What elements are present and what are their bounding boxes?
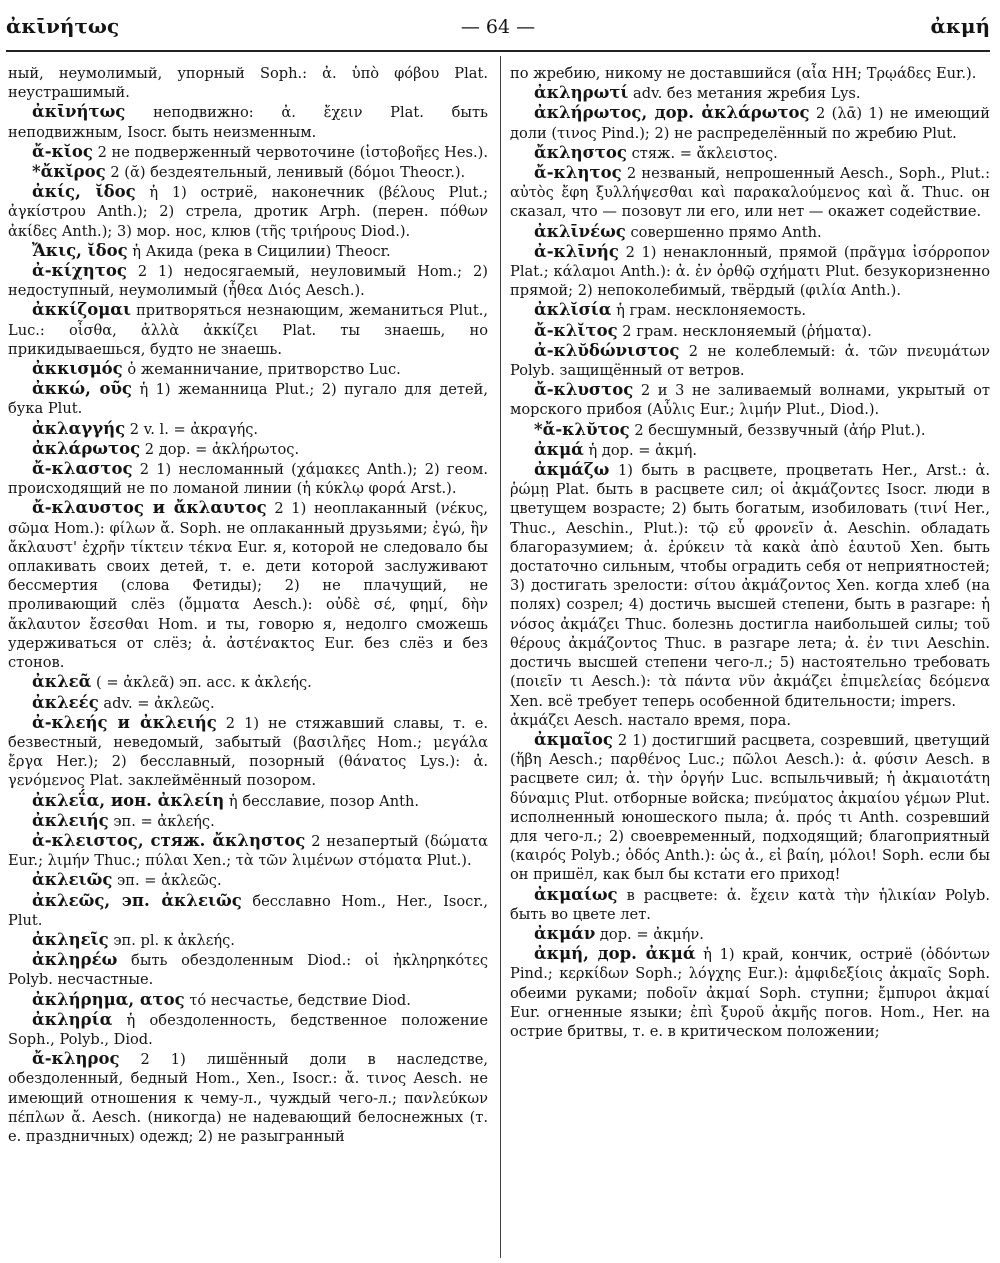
- dictionary-entry: [8, 950, 488, 989]
- entry-definition: 2 1) достигший расцвета, созревший, цветущий (ἥβη Aesch.; παρθένος Luc.; πῶλοι Aesch.): ἀ. φύσιν Aesch. в расцвете сил; ἀ. τὴν ὀργήν Luc. вспыльчивый; ἡ ἀκμαιοτάτη δύναμις Plut. отборные войска; πνεύματος ἀκμαίου γέμων Plut. исполненный юношеского пыла; ἀ. πρός τι Anth. созревший для чего-л.; 2) своевременный, подходящий; благоприятный (καιρός Polyb.; ὁδός Anth.): ὡς ἀ., εἰ βαίη, μόλοι! Soph. если бы он пришёл, как был бы кстати его приход!: [510, 731, 990, 884]
- dictionary-entry: [510, 420, 990, 440]
- entry-headword: ἀκλάρωτος: [32, 438, 141, 458]
- entry-headword: ἄ-κλητος: [534, 163, 622, 183]
- entry-definition: совершенно прямо Anth.: [625, 223, 822, 241]
- entry-definition: ἡ 1) край, кончик, остриё (ὀδόντων Pind.; κερκίδων Soph.; λόγχης Eur.): ἀμφιδεξίοις ἀκμαῖς Soph. обеими руками; ποδοῖν ἀκμαί Soph. ступни; ἔμπυροι ἀκμαί Eur. огненные языки; ἐπὶ ξυροῦ ἀκμῆς погов. Hom., Her. на острие бритвы, т. е. в критическом положении;: [510, 946, 990, 1040]
- entry-headword: ἄ-κλυστος: [534, 380, 634, 400]
- entry-headword: ἀκκισμός: [32, 359, 123, 379]
- dictionary-entry: [510, 341, 990, 380]
- entry-headword: ἀκμαῖος: [534, 729, 613, 749]
- entry-headword: ἀκκίζομαι: [32, 300, 131, 320]
- dictionary-entry: [510, 730, 990, 885]
- entry-headword: ἄ-κῐος: [32, 141, 93, 161]
- entry-definition: ἀκμάζει Aesch. настало время, пора.: [510, 711, 791, 729]
- dictionary-entry: [8, 182, 488, 241]
- entry-headword: Ἄκις, ῐδος: [32, 240, 128, 260]
- header-right-guideword: ἀκμή: [930, 14, 990, 38]
- entry-headword: ἀκληεῖς: [32, 929, 109, 949]
- entry-definition: ( = ἀκλεᾶ) эп. acc. к ἀκλεής.: [91, 674, 312, 692]
- dictionary-entry: [8, 261, 488, 300]
- entry-definition: 2 v. l. = ἀκραγής.: [125, 420, 259, 438]
- dictionary-entry: [8, 891, 488, 930]
- entry-headword: ἄ-κλαυστος и ἄκλαυτος: [32, 498, 267, 518]
- entry-headword: ἀκκώ, οῦς: [32, 379, 132, 399]
- dictionary-entry: [510, 885, 990, 924]
- entry-definition: эп. = ἀκλεής.: [108, 812, 215, 830]
- dictionary-entry: [510, 300, 990, 320]
- entry-definition: adv. без метания жребия Lys.: [628, 85, 861, 103]
- entry-headword: ἀ-κλειστος, стяж. ἄκληστος: [32, 830, 306, 850]
- dictionary-entry: [510, 460, 990, 711]
- entry-definition: быть обездоленным Diod.: οἱ ἠκληρηκότες Polyb. несчастные.: [8, 952, 488, 989]
- entry-headword: ἀ-κίχητος: [32, 261, 127, 281]
- entry-definition: бесславно Hom., Her., Isocr., Plut.: [8, 892, 488, 929]
- entry-definition: 2 незваный, непрошенный Aesch., Soph., Plut.: αὐτὸς ἔφη ξυλλήψεσθαι καὶ παρακαλούμενος καὶ ἄ. Thuc. он сказал, что — позовут ли его, или нет — окажет содействие.: [510, 165, 990, 221]
- page-header: [6, 14, 990, 44]
- entry-definition: ἡ Акида (река в Сицилии) Theocr.: [127, 242, 391, 260]
- dictionary-entry: [8, 1010, 488, 1049]
- entry-headword: ἀκῑνήτως: [32, 102, 126, 122]
- dictionary-entry: [510, 242, 990, 301]
- dictionary-entry: [510, 83, 990, 103]
- entry-definition: 2 1) несломанный (χάμακες Anth.); 2) геом. происходящий не по ломаной линии (ἡ κύκλῳ φορά Arst.).: [8, 461, 488, 498]
- entry-definition: 2 незапертый (δώματα Eur.; λιμήν Thuc.; πύλαι Xen.; τὰ τῶν λιμένων στόματα Plut.).: [8, 832, 488, 870]
- dictionary-entry: [8, 162, 488, 182]
- entry-headword: ἀ-κλῠδώνιστος: [534, 340, 680, 360]
- entry-definition: дор. = ἀκμήν.: [595, 925, 704, 943]
- entry-definition: 2 грам. несклоняемый (ῥήματα).: [617, 322, 872, 340]
- dictionary-entry: [8, 300, 488, 359]
- entry-headword: ἀ-κλεής и ἀκλειής: [32, 712, 217, 732]
- dictionary-entry: [510, 380, 990, 419]
- entry-definition: ный, неумолимый, упорный Soph.: ἀ. ὑπὸ φόβου Plat. неустрашимый.: [8, 65, 488, 102]
- entry-definition: 2 1) неоплаканный (νέκυς, σῶμα Hom.): φίλων ἄ. Soph. не оплаканный друзьями; ἐγώ, ἣν ἄκλαυστ' ἐχρῆν τίκτειν τέκνα Eur. я, которой не следовало бы оплакивать своих детей, т. е. дети которой заслуживают бессмертия (слова Фетиды); 2) не плачущий, не проливающий слёз (ὄμματα Aesch.): οὐδὲ σέ, φημί, δὴν ἄκλαυτον ἔσεσθαι Hom. и ты, говорю я, недолго сможешь удерживаться от слёз; ἀ. ἀστένακτος Eur. без слёз и без стонов.: [8, 500, 489, 672]
- dictionary-entry: [8, 64, 488, 102]
- dictionary-entry: [8, 672, 488, 692]
- dictionary-entry: [510, 222, 990, 242]
- dictionary-entry: [8, 102, 488, 141]
- entry-definition: притворяться незнающим, жеманиться Plut., Luc.: οἶσθα, ἀλλὰ ἀκκίζει Plat. ты знаешь, но прикидываешься, будто не знаешь.: [8, 302, 488, 358]
- entry-headword: ἀκλεᾶ: [32, 672, 92, 692]
- entry-definition: в расцвете: ἀ. ἔχειν κατὰ τὴν ἡλικίαν Polyb. быть во цвете лет.: [510, 886, 990, 923]
- entry-definition: по жребию, никому не доставшийся (αἶα НН; Τρῳάδες Eur.).: [510, 65, 977, 82]
- entry-headword: ἀκμάζω: [534, 460, 610, 480]
- dictionary-entry: [510, 64, 990, 83]
- dictionary-entry: [8, 990, 488, 1010]
- entry-definition: 2 не подверженный червоточине (ἰστοβοῆες Hes.).: [92, 143, 488, 161]
- entry-headword: ἀκμά: [534, 439, 584, 459]
- entry-definition: 2 (ᾰ) бездеятельный, ленивый (δόμοι Theocr.).: [105, 164, 466, 182]
- entry-definition: эп. = ἀκλεῶς.: [112, 872, 222, 890]
- dictionary-entry: [8, 359, 488, 379]
- dictionary-entry: [8, 791, 488, 811]
- dictionary-entry: [510, 103, 990, 142]
- entry-definition: эп. pl. к ἀκλεής.: [108, 931, 235, 949]
- entry-headword: ἀκλειῶς: [32, 870, 113, 890]
- dictionary-entry: [8, 241, 488, 261]
- entry-headword: ἀκλαγγής: [32, 418, 126, 438]
- dictionary-entry: [8, 693, 488, 713]
- entry-headword: *ἄ-κλῠτος: [534, 419, 630, 439]
- dictionary-entry: [8, 419, 488, 439]
- entry-headword: ἀκλῐσία: [534, 300, 612, 320]
- right-column: [510, 64, 990, 1041]
- dictionary-entry: [8, 713, 488, 791]
- entry-headword: ἄ-κλῐτος: [534, 320, 618, 340]
- entry-headword: ἀκληρωτί: [534, 83, 629, 103]
- entry-definition: ἡ грам. несклоняемость.: [611, 302, 807, 320]
- entry-headword: ἀκίς, ῐδος: [32, 182, 136, 202]
- entry-definition: 2 1) ненаклонный, прямой (πρᾶγμα ἰσόρροπον Plat.; κάλαμοι Anth.): ἀ. ἐν ὀρθῷ σχήματι Plut. безукоризненно прямой; 2) непоколебимый, твёрдый (φιλία Anth.).: [510, 243, 990, 300]
- entry-definition: ἡ 1) остриё, наконечник (βέλους Plut.; ἀγκίστρου Anth.); 2) стрела, дротик Arph. (перен. πόθων ἀκίδες Anth.); 3) мор. нос, клюв (τῆς τριήρους Diod.).: [8, 184, 488, 240]
- entry-definition: 1) быть в расцвете, процветать Her., Arst.: ἀ. ῥώμῃ Plat. быть в расцвете сил; οἱ ἀκμάζοντες Isocr. люди в цветущем возрасте; 2) быть богатым, изобиловать (τινί Her., Thuc., Aeschin., Plut.): τῷ εὖ φρονεῖν ἀ. Aeschin. обладать благоразумием; ἀ. ἐρύκειν τὰ κακὰ ἀπὸ ἑαυτοῦ Xen. быть достаточно сильным, чтобы оградить себя от неприятностей; 3) достигать зрелости: σίτου ἀκμάζοντος Xen. когда хлеб (на полях) созрел; 4) достичь высшей степени, быть в разгаре: ἡ νόσος ἀκμάζει Thuc. болезнь достигла наибольшей силы; τοῦ θέρους ἀκμάζοντος Thuc. в разгаре лета; ἀ. ἐν τινι Aeschin. достичь высшей степени чего-л.; 5) настоятельно требовать (ποιεῖν τι Aesch.): τὰ πάντα νῦν ἀκμάζει ἐπιμελείας δεόμενα Xen. всё требует теперь особенной бдительности; impers.: [510, 462, 990, 710]
- dictionary-entry: [8, 930, 488, 950]
- entry-definition: ἡ дор. = ἀκμή.: [583, 441, 697, 459]
- entry-definition: adv. = ἀκλεῶς.: [98, 694, 215, 712]
- dictionary-entry: [8, 459, 488, 498]
- dictionary-entry: [510, 711, 990, 730]
- entry-headword: ἀκμή, дор. ἀκμά: [534, 944, 696, 964]
- entry-definition: 2 1) не стяжавший славы, т. е. безвестный, неведомый, забытый (βασιλῆες Hom.; μεγάλα ἔργα Her.); 2) бесславный, позорный (θάνατος Lys.): ἀ. γενόμενος Plat. заклеймённый позором.: [8, 714, 488, 790]
- entry-headword: ἀκληρέω: [32, 950, 118, 970]
- dictionary-entry: [510, 321, 990, 341]
- entry-headword: ἄ-κλαστος: [32, 459, 133, 479]
- entry-definition: ὁ жеманничание, притворство Luc.: [122, 361, 401, 379]
- entry-headword: ἀ-κλῑνής: [534, 241, 619, 261]
- entry-headword: ἀκλειής: [32, 810, 109, 830]
- dictionary-entry: [8, 379, 488, 418]
- entry-headword: ἀκλήρωτος, дор. ἀκλάρωτος: [534, 103, 810, 123]
- left-column: [8, 64, 488, 1146]
- entry-headword: ἀκμαίως: [534, 884, 618, 904]
- page-number: — 64 —: [460, 16, 536, 38]
- dictionary-entry: [8, 870, 488, 890]
- entry-headword: *ἄκῐρος: [32, 162, 106, 182]
- header-left-guideword: ἀκῑνήτως: [6, 14, 120, 38]
- dictionary-entry: [510, 924, 990, 944]
- entry-headword: ἀκλεῶς, эп. ἀκλειῶς: [32, 890, 242, 910]
- dictionary-entry: [8, 811, 488, 831]
- entry-definition: τό несчастье, бедствие Diod.: [184, 991, 411, 1009]
- entry-headword: ἀκλήρημα, ατος: [32, 989, 185, 1009]
- entry-headword: ἀκλεΐα, ион. ἀκλείη: [32, 790, 225, 810]
- dictionary-entry: [510, 944, 990, 1041]
- dictionary-entry: [8, 498, 488, 672]
- dictionary-entry: [510, 163, 990, 222]
- dictionary-entry: [8, 439, 488, 459]
- entry-definition: ἡ обездоленность, бедственное положение Soph., Polyb., Diod.: [8, 1011, 488, 1048]
- dictionary-entry: [8, 142, 488, 162]
- entry-definition: ἡ бесславие, позор Anth.: [224, 792, 419, 810]
- entry-definition: 2 (λᾱ) 1) не имеющий доли (τινος Pind.); 2) не распределённый по жребию Plut.: [510, 105, 990, 142]
- entry-definition: 2 и 3 не заливаемый волнами, укрытый от морского прибоя (Αὖλις Eur.; λιμήν Plut., Diod.).: [510, 382, 990, 419]
- dictionary-entry: [8, 1049, 488, 1146]
- entry-definition: 2 дор. = ἀκλήρωτος.: [140, 440, 300, 458]
- entry-headword: ἀκμάν: [534, 923, 596, 943]
- entry-headword: ἄκληστος: [534, 142, 627, 162]
- entry-definition: 2 не колеблемый: ἀ. τῶν πνευμάτων Polyb. защищённый от ветров.: [510, 342, 990, 380]
- entry-headword: ἀκλῑνέως: [534, 221, 626, 241]
- column-divider: [500, 56, 501, 1258]
- entry-definition: 2 1) лишённый доли в наследстве, обездоленный, бедный Hom., Xen., Isocr.: ἄ. τινος Aesch. не имеющий отношения к чему-л., чуждый чего-л.; πανλεύκων πέπλων ἄ. Aesch. (никогда) не надевающий белоснежных (т. е. праздничных) одежд; 2) не разыгранный: [8, 1051, 488, 1145]
- entry-headword: ἄ-κληρος: [32, 1049, 120, 1069]
- entry-definition: стяж. = ἄκλειστος.: [626, 144, 778, 162]
- header-rule: [6, 50, 990, 52]
- dictionary-entry: [510, 440, 990, 460]
- entry-definition: неподвижно: ἀ. ἔχειν Plat. быть неподвижным, Isocr. быть неизменным.: [8, 104, 488, 141]
- entry-definition: 2 бесшумный, беззвучный (ἀήρ Plut.).: [629, 421, 926, 439]
- dictionary-entry: [510, 143, 990, 163]
- entry-definition: ἡ 1) жеманница Plut.; 2) пугало для детей, бука Plut.: [8, 381, 488, 418]
- entry-definition: 2 1) недосягаемый, неуловимый Hom.; 2) недоступный, неумолимый (ἦθεα Διός Aesch.).: [8, 263, 488, 300]
- dictionary-entry: [8, 831, 488, 870]
- entry-headword: ἀκλεές: [32, 692, 99, 712]
- entry-headword: ἀκληρία: [32, 1009, 113, 1029]
